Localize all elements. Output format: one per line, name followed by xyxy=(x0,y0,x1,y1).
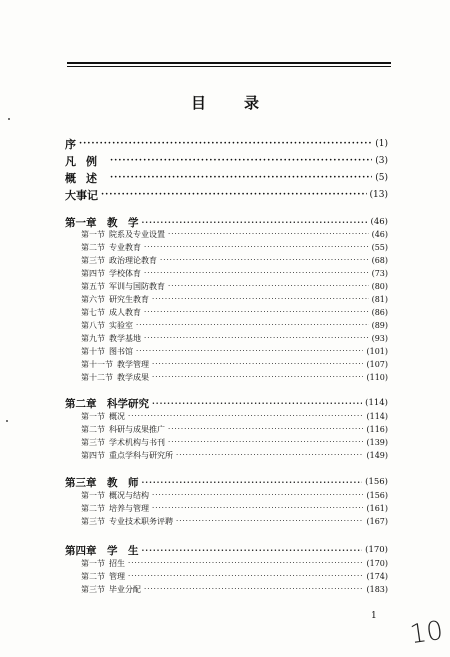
section-number: 第三节 xyxy=(81,437,105,447)
section-title: 成人教育 xyxy=(109,307,141,317)
section-number: 第三节 xyxy=(81,584,105,594)
section-page: (107) xyxy=(366,359,388,369)
section-title: 教学管理 xyxy=(117,359,149,369)
dot-leader xyxy=(152,488,363,502)
section-title: 招生 xyxy=(109,558,125,568)
toc-entry[interactable] xyxy=(65,188,388,202)
section-number: 第九节 xyxy=(81,333,105,343)
section-entry[interactable] xyxy=(65,305,388,319)
section-entry[interactable] xyxy=(65,514,388,528)
chapter-heading[interactable] xyxy=(65,396,388,410)
section-page: (46) xyxy=(371,229,388,239)
section-title: 研究生教育 xyxy=(109,294,149,304)
dot-leader xyxy=(136,318,369,332)
section-title: 图书馆 xyxy=(109,346,133,356)
dot-leader xyxy=(168,422,363,436)
dot-leader xyxy=(176,448,363,462)
toc-entry[interactable] xyxy=(65,154,388,168)
section-entry[interactable] xyxy=(65,422,388,436)
section-title: 专业技术职务评聘 xyxy=(109,516,173,526)
section-page: (167) xyxy=(366,516,388,526)
dot-leader xyxy=(144,582,363,596)
section-entry[interactable] xyxy=(65,370,388,384)
section-page: (156) xyxy=(366,490,388,500)
section-page: (116) xyxy=(366,424,388,434)
section-number: 第十节 xyxy=(81,346,105,356)
section-entry[interactable] xyxy=(65,501,388,515)
toc-entry-label: 概述 xyxy=(65,172,107,185)
dot-leader xyxy=(144,266,369,280)
dot-leader xyxy=(128,409,363,423)
section-number: 第一节 xyxy=(81,490,105,500)
section-number: 第二节 xyxy=(81,571,105,581)
section-page: (101) xyxy=(366,346,388,356)
section-page: (81) xyxy=(371,294,388,304)
section-number: 第五节 xyxy=(81,281,105,291)
section-number: 第二节 xyxy=(81,242,105,252)
section-title: 军训与国防教育 xyxy=(109,281,165,291)
section-page: (170) xyxy=(366,558,388,568)
section-page: (114) xyxy=(366,411,388,421)
section-title: 教学成果 xyxy=(117,372,149,382)
section-entry[interactable] xyxy=(65,357,388,371)
toc-entry-page: (13) xyxy=(369,190,388,200)
dot-leader xyxy=(136,344,363,358)
header-rule-thin xyxy=(67,66,391,67)
dot-leader xyxy=(128,556,363,570)
section-title: 学术机构与书刊 xyxy=(109,437,165,447)
section-entry[interactable] xyxy=(65,240,388,254)
chapter-page: (170) xyxy=(365,545,388,555)
section-page: (161) xyxy=(366,503,388,513)
section-page: (86) xyxy=(371,307,388,317)
dot-leader xyxy=(176,514,363,528)
section-title: 实验室 xyxy=(109,320,133,330)
page-title: 目录 xyxy=(190,94,297,112)
dot-leader xyxy=(168,227,369,241)
section-number: 第四节 xyxy=(81,268,105,278)
section-title: 毕业分配 xyxy=(109,584,141,594)
page-number: 1 xyxy=(371,611,377,621)
section-number: 第一节 xyxy=(81,229,105,239)
dot-leader xyxy=(152,292,369,306)
dot-leader xyxy=(144,240,369,254)
section-title: 管理 xyxy=(109,571,125,581)
section-number: 第十二节 xyxy=(81,372,113,382)
toc-entry[interactable] xyxy=(65,137,388,151)
dot-leader xyxy=(152,357,363,371)
section-page: (110) xyxy=(366,372,388,382)
section-page: (149) xyxy=(366,450,388,460)
dot-leader xyxy=(152,501,363,515)
chapter-label: 第二章 科学研究 xyxy=(65,397,149,410)
section-entry[interactable] xyxy=(65,266,388,280)
chapter-label: 第四章 学 生 xyxy=(65,544,139,557)
dot-leader xyxy=(110,154,372,168)
section-title: 科研与成果推广 xyxy=(109,424,165,434)
section-number: 第一节 xyxy=(81,411,105,421)
dot-leader xyxy=(142,543,363,557)
section-entry[interactable] xyxy=(65,279,388,293)
section-entry[interactable] xyxy=(65,409,388,423)
section-page: (174) xyxy=(366,571,388,581)
section-entry[interactable] xyxy=(65,556,388,570)
dot-leader xyxy=(128,569,363,583)
chapter-page: (46) xyxy=(370,217,388,227)
section-title: 政治理论教育 xyxy=(109,255,157,265)
section-title: 学校体育 xyxy=(109,268,141,278)
section-number: 第三节 xyxy=(81,255,105,265)
toc-entry-label: 大事记 xyxy=(65,189,98,202)
section-title: 概况与结构 xyxy=(109,490,149,500)
section-title: 专业教育 xyxy=(109,242,141,252)
section-number: 第二节 xyxy=(81,503,105,513)
section-number: 第十一节 xyxy=(81,359,113,369)
chapter-page: (156) xyxy=(365,477,388,487)
dot-leader xyxy=(168,435,363,449)
section-number: 第三节 xyxy=(81,516,105,526)
section-number: 第七节 xyxy=(81,307,105,317)
section-number: 第二节 xyxy=(81,424,105,434)
toc-entry-label: 序 xyxy=(65,138,76,151)
section-page: (68) xyxy=(371,255,388,265)
section-number: 第一节 xyxy=(81,558,105,568)
section-entry[interactable] xyxy=(65,569,388,583)
dot-leader xyxy=(152,370,363,384)
toc-entry-page: (5) xyxy=(375,173,388,183)
scan-speck xyxy=(8,118,10,120)
section-title: 重点学科与研究所 xyxy=(109,450,173,460)
dot-leader xyxy=(142,475,363,489)
chapter-label: 第一章 教 学 xyxy=(65,216,139,229)
toc-entry[interactable] xyxy=(65,171,388,185)
section-title: 培养与管理 xyxy=(109,503,149,513)
section-page: (93) xyxy=(371,333,388,343)
toc-entry-page: (3) xyxy=(375,156,388,166)
section-entry[interactable] xyxy=(65,435,388,449)
dot-leader xyxy=(110,171,372,185)
section-page: (183) xyxy=(366,584,388,594)
section-entry[interactable] xyxy=(65,253,388,267)
section-entry[interactable] xyxy=(65,344,388,358)
section-entry[interactable] xyxy=(65,331,388,345)
section-number: 第八节 xyxy=(81,320,105,330)
dot-leader xyxy=(168,279,369,293)
handwritten-note: 10 xyxy=(408,615,446,651)
section-entry[interactable] xyxy=(65,292,388,306)
section-title: 院系及专业设置 xyxy=(109,229,165,239)
dot-leader xyxy=(79,137,372,151)
header-rule-thick xyxy=(67,62,391,64)
section-page: (80) xyxy=(371,281,388,291)
dot-leader xyxy=(160,253,369,267)
chapter-heading[interactable] xyxy=(65,543,388,557)
dot-leader xyxy=(152,396,362,410)
section-page: (139) xyxy=(366,437,388,447)
chapter-heading[interactable] xyxy=(65,475,388,489)
scan-speck xyxy=(6,420,8,422)
section-entry[interactable] xyxy=(65,488,388,502)
chapter-page: (114) xyxy=(365,398,388,408)
section-page: (89) xyxy=(371,320,388,330)
dot-leader xyxy=(144,331,369,345)
section-entry[interactable] xyxy=(65,227,388,241)
section-title: 教学基地 xyxy=(109,333,141,343)
section-title: 概况 xyxy=(109,411,125,421)
chapter-label: 第三章 教 师 xyxy=(65,476,139,489)
section-page: (73) xyxy=(371,268,388,278)
section-page: (55) xyxy=(371,242,388,252)
section-number: 第六节 xyxy=(81,294,105,304)
toc-entry-label: 凡例 xyxy=(65,155,107,168)
section-entry[interactable] xyxy=(65,582,388,596)
toc-entry-page: (1) xyxy=(375,139,388,149)
section-entry[interactable] xyxy=(65,448,388,462)
dot-leader xyxy=(144,305,369,319)
dot-leader xyxy=(101,188,367,202)
section-entry[interactable] xyxy=(65,318,388,332)
section-number: 第四节 xyxy=(81,450,105,460)
